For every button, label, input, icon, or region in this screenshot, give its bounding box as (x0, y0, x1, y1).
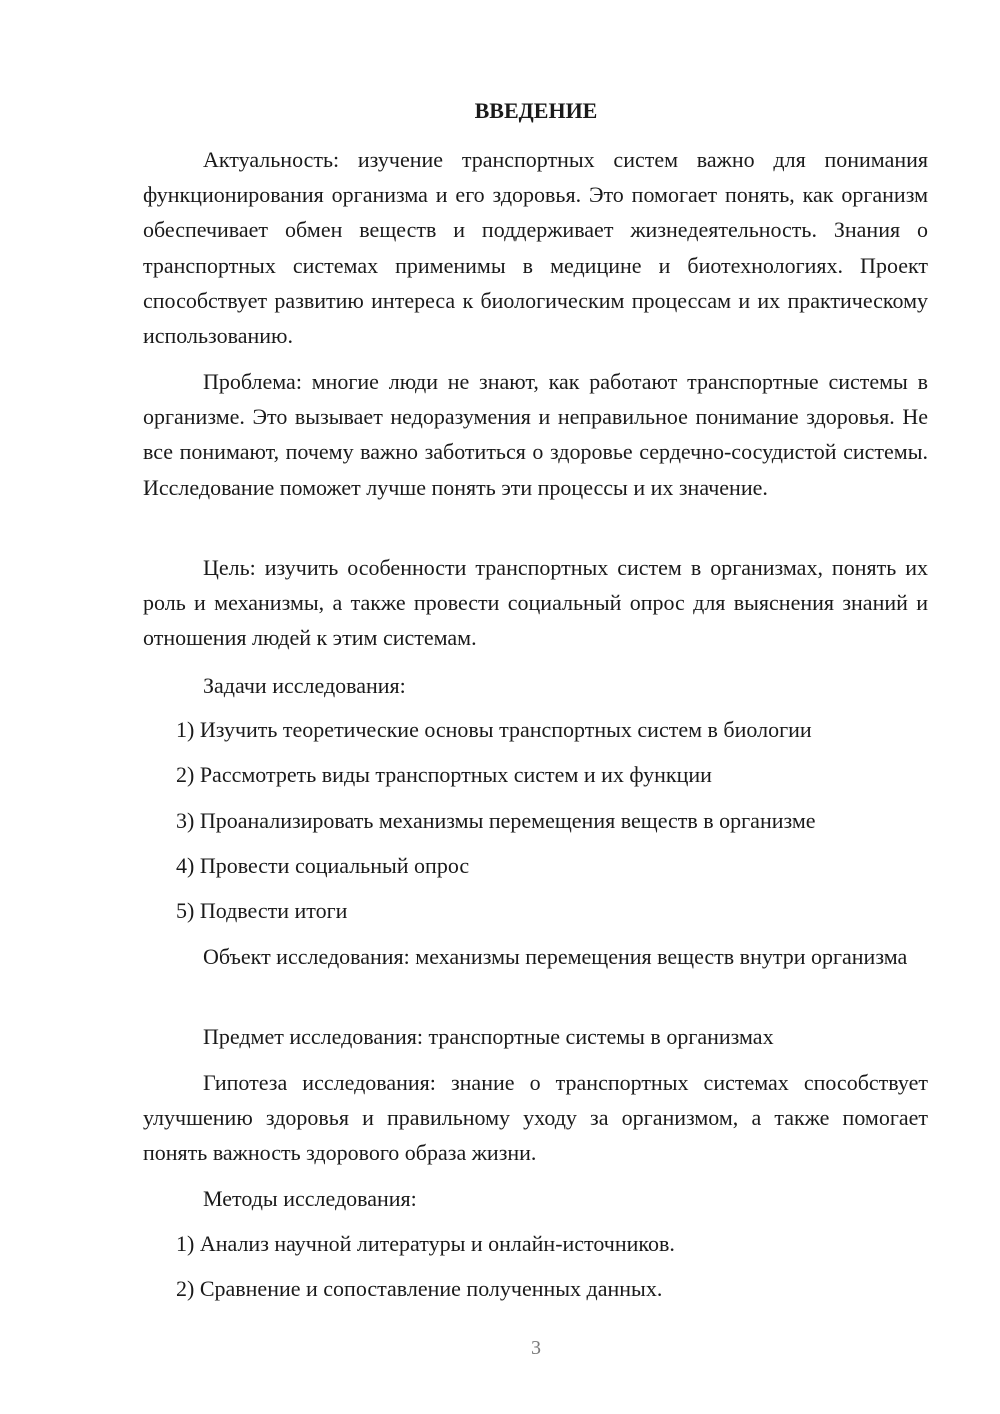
task-item: 3) Проанализировать механизмы перемещения веществ в организме (176, 808, 816, 833)
task-item: 1) Изучить теоретические основы транспортных систем в биологии (176, 717, 812, 742)
methods-heading: Методы исследования: (203, 1186, 417, 1211)
relevance-paragraph: Актуальность: изучение транспортных систем важно для понимания функционирования организма и его здоровья. Это помогает понять, как организм обеспечивает обмен веществ и поддерживает жизнедеятельность. Знания о транспортных системах применимы в медицине и биотехнологиях. Проект способствует развитию интереса к биологическим процессам и их практическому использованию. (143, 147, 928, 349)
method-item: 1) Анализ научной литературы и онлайн-источников. (176, 1231, 675, 1256)
task-item: 5) Подвести итоги (176, 898, 348, 923)
task-item: 4) Провести социальный опрос (176, 853, 470, 878)
section-title: ВВЕДЕНИЕ (474, 98, 598, 123)
method-item: 2) Сравнение и сопоставление полученных данных. (176, 1276, 663, 1301)
page-number: 3 (531, 1337, 541, 1359)
task-item: 2) Рассмотреть виды транспортных систем и их функции (176, 762, 712, 787)
goal-paragraph: Цель: изучить особенности транспортных систем в организмах, понять их роль и механизмы, а также провести социальный опрос для выяснения знаний и отношения людей к этим системам. (143, 555, 928, 651)
tasks-heading: Задачи исследования: (203, 673, 406, 698)
subject-paragraph: Предмет исследования: транспортные системы в организмах (203, 1024, 774, 1049)
hypothesis-paragraph: Гипотеза исследования: знание о транспортных системах способствует улучшению здоровья и правильному уходу за организмом, а также помогает понять важность здорового образа жизни. (143, 1070, 928, 1166)
object-paragraph: Объект исследования: механизмы перемещения веществ внутри организма (203, 944, 908, 969)
problem-paragraph: Проблема: многие люди не знают, как работают транспортные системы в организме. Это вызывает недоразумения и неправильное понимание здоровья. Не все понимают, почему важно заботиться о здоровье сердечно-сосудистой системы. Исследование поможет лучше понять эти процессы и их значение. (143, 369, 928, 500)
